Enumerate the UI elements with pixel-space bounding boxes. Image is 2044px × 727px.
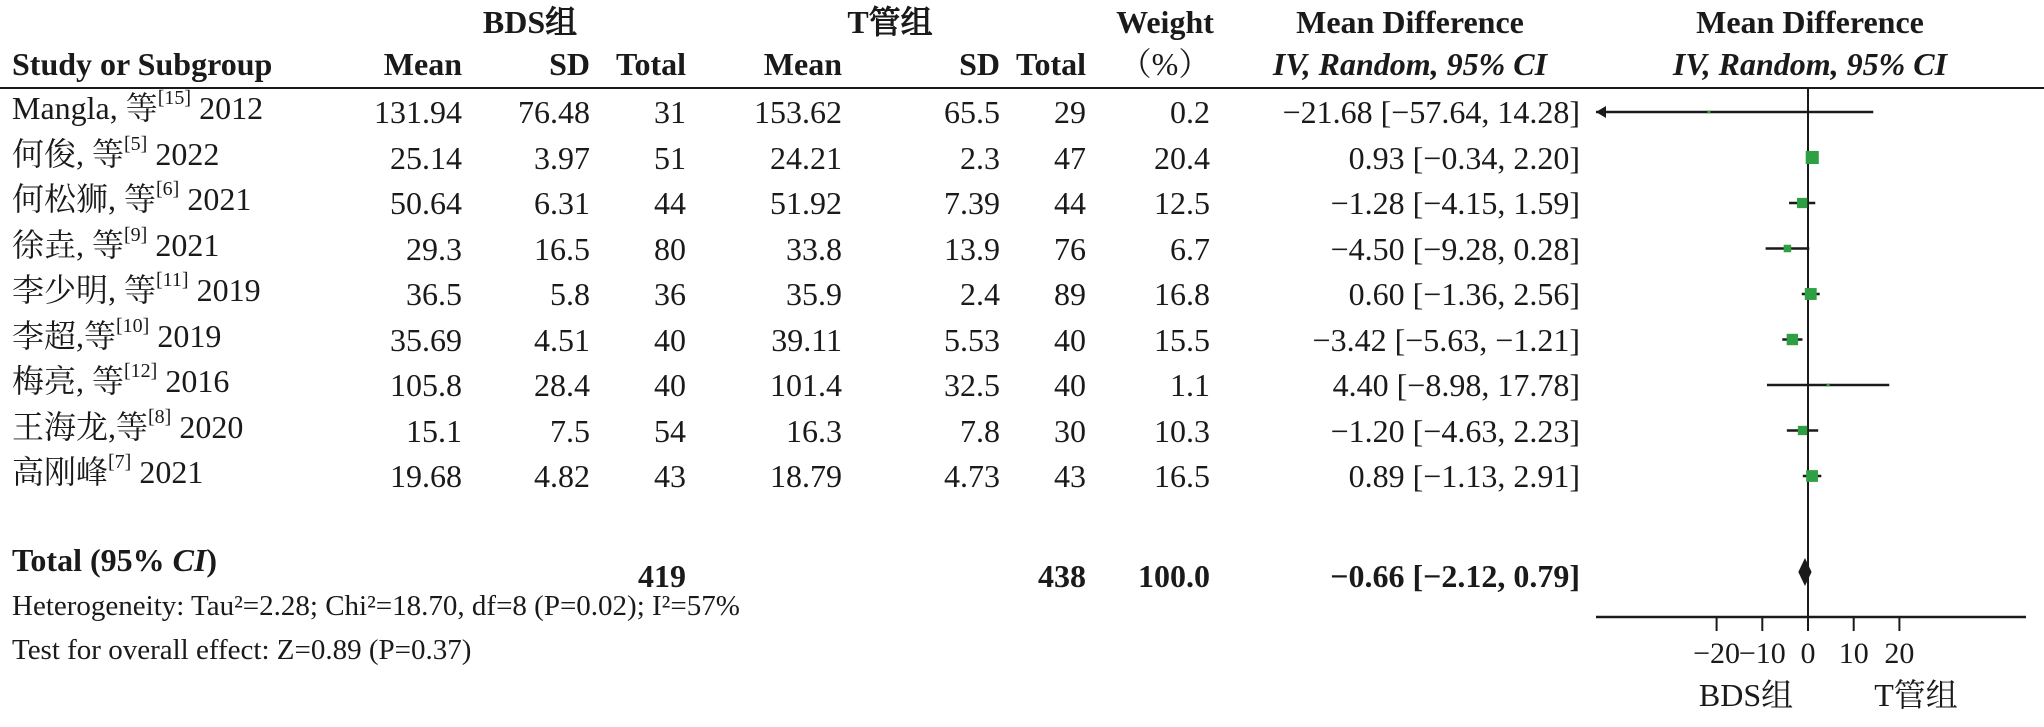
cell-w: 10.3 — [1154, 412, 1210, 449]
cell-sd1: 5.8 — [550, 276, 590, 312]
cell-ci_text: 0.89 [−1.13, 2.91] — [1348, 458, 1580, 494]
cell-w: 20.4 — [1154, 139, 1210, 176]
study-marker — [1806, 151, 1819, 164]
overall-effect-text: Test for overall effect: Z=0.89 (P=0.37) — [12, 634, 472, 666]
cell-n1: 51 — [654, 139, 686, 176]
cell-n1: 40 — [654, 321, 686, 358]
group1-header: BDS组 — [482, 4, 578, 40]
cell-m1: 29.3 — [406, 230, 462, 267]
md-header: Mean Difference — [1296, 4, 1524, 40]
cell-sd2: 7.8 — [960, 412, 1000, 449]
heterogeneity-text: Heterogeneity: Tau²=2.28; Chi²=18.70, df=8 (P=0.02); I²=57% — [12, 590, 740, 622]
cell-m1: 131.94 — [374, 94, 462, 130]
x-tick-label: 20 — [1884, 637, 1915, 670]
cell-n1: 40 — [654, 367, 686, 403]
cell-sd1: 6.31 — [534, 185, 590, 221]
cell-sd2: 2.3 — [960, 139, 1000, 176]
cell-sd2: 5.53 — [944, 321, 1000, 358]
cell-sd1: 76.48 — [518, 94, 590, 130]
cell-m1: 19.68 — [390, 458, 462, 494]
cell-m2: 24.21 — [770, 139, 842, 176]
study-marker — [1798, 426, 1807, 435]
sd2-header: SD — [959, 46, 1000, 82]
study-marker — [1707, 111, 1710, 114]
cell-m1: 36.5 — [406, 276, 462, 312]
total-label: Total (95% CI) — [12, 542, 218, 578]
cell-ci_text: 4.40 [−8.98, 17.78] — [1332, 367, 1580, 403]
x-tick-label: 0 — [1800, 637, 1816, 670]
study-name: 高刚峰[7] 2021 — [12, 451, 204, 490]
weight-unit: （%） — [1119, 46, 1211, 82]
cell-sd2: 32.5 — [944, 367, 1000, 403]
study-header: Study or Subgroup — [12, 46, 273, 82]
cell-ci_text: −3.42 [−5.63, −1.21] — [1312, 321, 1580, 358]
cell-n2: 44 — [1054, 185, 1086, 221]
cell-sd2: 2.4 — [960, 276, 1000, 312]
cell-n2: 40 — [1054, 321, 1086, 358]
plot-subheader: IV, Random, 95% CI — [1672, 46, 1948, 82]
study-marker — [1827, 383, 1830, 386]
cell-w: 16.5 — [1154, 458, 1210, 494]
cell-n2: 29 — [1054, 94, 1086, 130]
cell-sd2: 7.39 — [944, 185, 1000, 221]
study-name: 李超,等[10] 2019 — [12, 314, 222, 354]
cell-n1: 36 — [654, 276, 686, 312]
group2-header: T管组 — [847, 4, 933, 40]
md-subheader: IV, Random, 95% CI — [1272, 46, 1548, 82]
cell-m2: 39.11 — [771, 321, 842, 358]
total-ci: −0.66 [−2.12, 0.79] — [1330, 558, 1580, 594]
cell-n1: 80 — [654, 230, 686, 267]
cell-n2: 89 — [1054, 276, 1086, 312]
cell-sd1: 3.97 — [534, 139, 590, 176]
study-marker — [1806, 470, 1818, 482]
study-name: 何俊, 等[5] 2022 — [12, 132, 220, 172]
cell-m2: 153.62 — [754, 94, 842, 130]
cell-ci_text: −4.50 [−9.28, 0.28] — [1330, 230, 1580, 267]
cell-ci_text: 0.93 [−0.34, 2.20] — [1348, 139, 1580, 176]
cell-n1: 44 — [654, 185, 686, 221]
study-marker — [1784, 245, 1792, 253]
total1-header: Total — [616, 46, 686, 82]
cell-n2: 76 — [1054, 230, 1086, 267]
x-tick-label: −20 — [1693, 637, 1741, 670]
study-name: 梅亮, 等[12] 2016 — [12, 360, 230, 399]
cell-m2: 101.4 — [770, 367, 842, 403]
cell-sd1: 28.4 — [534, 367, 590, 403]
cell-n1: 31 — [654, 94, 686, 130]
sd1-header: SD — [549, 46, 590, 82]
cell-sd1: 7.5 — [550, 412, 590, 449]
total-weight: 100.0 — [1138, 558, 1210, 594]
cell-ci_text: −21.68 [−57.64, 14.28] — [1282, 94, 1580, 130]
cell-n2: 43 — [1054, 458, 1086, 494]
cell-sd2: 13.9 — [944, 230, 1000, 267]
cell-w: 1.1 — [1170, 367, 1210, 403]
cell-m2: 33.8 — [786, 230, 842, 267]
total-n1: 419 — [638, 558, 686, 594]
study-name: 李少明, 等[11] 2019 — [12, 269, 261, 308]
cell-n2: 47 — [1054, 139, 1086, 176]
cell-m2: 35.9 — [786, 276, 842, 312]
cell-ci_text: −1.28 [−4.15, 1.59] — [1330, 185, 1580, 221]
cell-n2: 30 — [1054, 412, 1086, 449]
study-marker — [1805, 288, 1817, 300]
study-name: Mangla, 等[15] 2012 — [12, 87, 264, 126]
study-name: 何松狮, 等[6] 2021 — [12, 178, 252, 217]
cell-w: 6.7 — [1170, 230, 1210, 267]
study-name: 王海龙,等[8] 2020 — [12, 405, 244, 445]
cell-m1: 25.14 — [390, 139, 462, 176]
cell-n1: 54 — [654, 412, 686, 449]
cell-m2: 51.92 — [770, 185, 842, 221]
cell-m2: 16.3 — [786, 412, 842, 449]
cell-m1: 50.64 — [390, 185, 462, 221]
cell-m1: 35.69 — [390, 321, 462, 358]
favours-right-label: T管组 — [1874, 677, 1958, 713]
study-marker — [1797, 198, 1807, 208]
study-marker — [1787, 334, 1798, 345]
mean1-header: Mean — [383, 46, 462, 82]
mean2-header: Mean — [763, 46, 842, 82]
cell-w: 16.8 — [1154, 276, 1210, 312]
cell-m1: 105.8 — [390, 367, 462, 403]
cell-ci_text: −1.20 [−4.63, 2.23] — [1330, 412, 1580, 449]
weight-header: Weight — [1116, 4, 1214, 40]
cell-n1: 43 — [654, 458, 686, 494]
cell-m1: 15.1 — [406, 412, 462, 449]
cell-m2: 18.79 — [770, 458, 842, 494]
study-name: 徐垚, 等[9] 2021 — [12, 223, 220, 263]
cell-sd1: 4.82 — [534, 458, 590, 494]
cell-w: 15.5 — [1154, 321, 1210, 358]
plot-header: Mean Difference — [1696, 4, 1924, 40]
x-tick-label: −10 — [1738, 637, 1786, 670]
x-tick-label: 10 — [1838, 637, 1869, 670]
cell-sd2: 4.73 — [944, 458, 1000, 494]
cell-n2: 40 — [1054, 367, 1086, 403]
cell-ci_text: 0.60 [−1.36, 2.56] — [1348, 276, 1580, 312]
ci-arrow — [1596, 106, 1606, 118]
cell-sd1: 16.5 — [534, 230, 590, 267]
cell-w: 12.5 — [1154, 185, 1210, 221]
pooled-diamond — [1798, 558, 1811, 586]
total-n2: 438 — [1038, 558, 1086, 594]
cell-sd2: 65.5 — [944, 94, 1000, 130]
cell-w: 0.2 — [1170, 94, 1210, 130]
total2-header: Total — [1016, 46, 1086, 82]
favours-left-label: BDS组 — [1698, 677, 1794, 713]
cell-sd1: 4.51 — [534, 321, 590, 358]
